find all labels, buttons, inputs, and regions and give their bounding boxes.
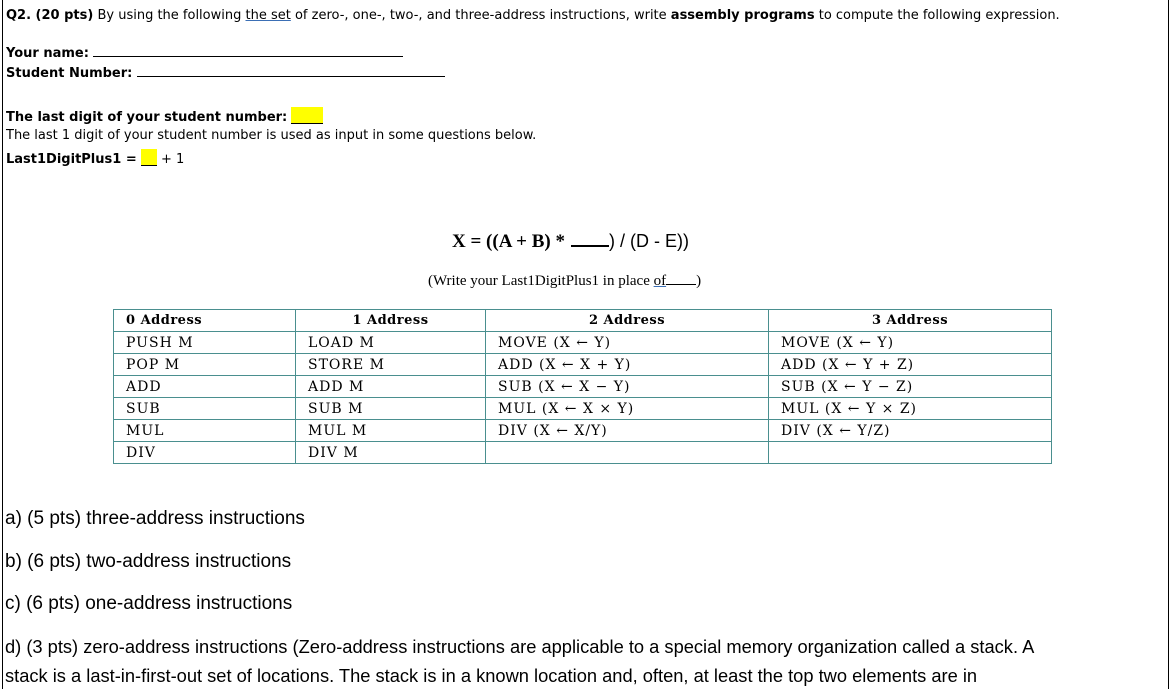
part-b: b) (6 pts) two-address instructions — [5, 551, 292, 572]
table-row — [114, 376, 1052, 398]
question-underlined: the set — [245, 8, 291, 23]
table-cell — [486, 442, 769, 464]
table-cell: SUB — [114, 398, 296, 420]
name-field[interactable] — [93, 44, 403, 57]
part-a: a) (5 pts) three-address instructions — [5, 508, 305, 529]
table-cell: MUL M — [296, 420, 486, 442]
table-cell: ADD M — [296, 376, 486, 398]
table-cell: ADD — [114, 376, 296, 398]
header-3-address: 3 Address — [769, 310, 1052, 332]
table-cell: MUL (X ← Y × Z) — [769, 398, 1052, 420]
hint-of: of — [653, 273, 667, 289]
table-row — [114, 442, 1052, 464]
table-cell: SUB M — [296, 398, 486, 420]
instruction-table — [113, 309, 1052, 464]
question-text-before: By using the following — [93, 8, 246, 23]
expression — [452, 230, 689, 253]
table-cell: DIV M — [296, 442, 486, 464]
table-row — [114, 332, 1052, 354]
table-row — [114, 398, 1052, 420]
student-number-row — [6, 64, 445, 81]
last-digit-label: The last digit of your student number: — [6, 110, 288, 125]
plus-field[interactable] — [141, 149, 157, 166]
expression-blank[interactable] — [571, 230, 609, 247]
header-2-address: 2 Address — [486, 310, 769, 332]
table-header-row — [114, 310, 1052, 332]
table-cell — [769, 442, 1052, 464]
table-cell: STORE M — [296, 354, 486, 376]
question-text-mid: of zero-, one-, two-, and three-address instructions, write — [290, 8, 671, 23]
last-digit-field[interactable] — [291, 107, 323, 124]
table-cell: SUB (X ← X − Y) — [486, 376, 769, 398]
name-label: Your name: — [6, 46, 89, 61]
expression-hint — [428, 271, 701, 290]
student-number-label: Student Number: — [6, 66, 133, 81]
plus-label: Last1DigitPlus1 = — [6, 152, 137, 167]
table-cell: MUL — [114, 420, 296, 442]
table-cell: DIV — [114, 442, 296, 464]
table-row — [114, 420, 1052, 442]
table-cell: ADD (X ← Y + Z) — [769, 354, 1052, 376]
header-0-address: 0 Address — [114, 310, 296, 332]
table-cell: MOVE (X ← Y) — [769, 332, 1052, 354]
table-cell: ADD (X ← X + Y) — [486, 354, 769, 376]
table-cell: MOVE (X ← Y) — [486, 332, 769, 354]
hint-before: (Write your Last1DigitPlus1 in place — [428, 273, 654, 289]
plus-suffix: + 1 — [161, 152, 185, 167]
header-1-address: 1 Address — [296, 310, 486, 332]
part-d-line1: d) (3 pts) zero-address instructions (Zero-address instructions are applicable to a special memory organization called a stack. A — [5, 636, 1035, 657]
table-cell: DIV (X ← Y/Z) — [769, 420, 1052, 442]
expression-left: X = ((A + B) * — [452, 231, 565, 252]
last-digit-row — [6, 107, 323, 125]
question-id: Q2. (20 pts) — [6, 8, 94, 23]
question-header — [6, 8, 1060, 23]
student-number-field[interactable] — [137, 64, 445, 77]
hint-blank — [666, 274, 696, 285]
part-d-line2: stack is a last-in-first-out set of locations. The stack is in a known location and, often, at least the top two elements are in — [5, 665, 978, 686]
part-c: c) (6 pts) one-address instructions — [5, 593, 293, 614]
question-bold: assembly programs — [670, 8, 815, 23]
table-row — [114, 354, 1052, 376]
question-text-after: to compute the following expression. — [814, 8, 1060, 23]
table-cell: SUB (X ← Y − Z) — [769, 376, 1052, 398]
table-cell: DIV (X ← X/Y) — [486, 420, 769, 442]
table-cell: MUL (X ← X × Y) — [486, 398, 769, 420]
table-cell: POP M — [114, 354, 296, 376]
name-row — [6, 44, 403, 61]
expression-right: ) / (D - E)) — [609, 231, 689, 251]
digit-note: The last 1 digit of your student number is used as input in some questions below. — [6, 128, 537, 143]
hint-after: ) — [696, 273, 702, 289]
table-cell: LOAD M — [296, 332, 486, 354]
plus-row — [6, 149, 184, 167]
table-cell: PUSH M — [114, 332, 296, 354]
